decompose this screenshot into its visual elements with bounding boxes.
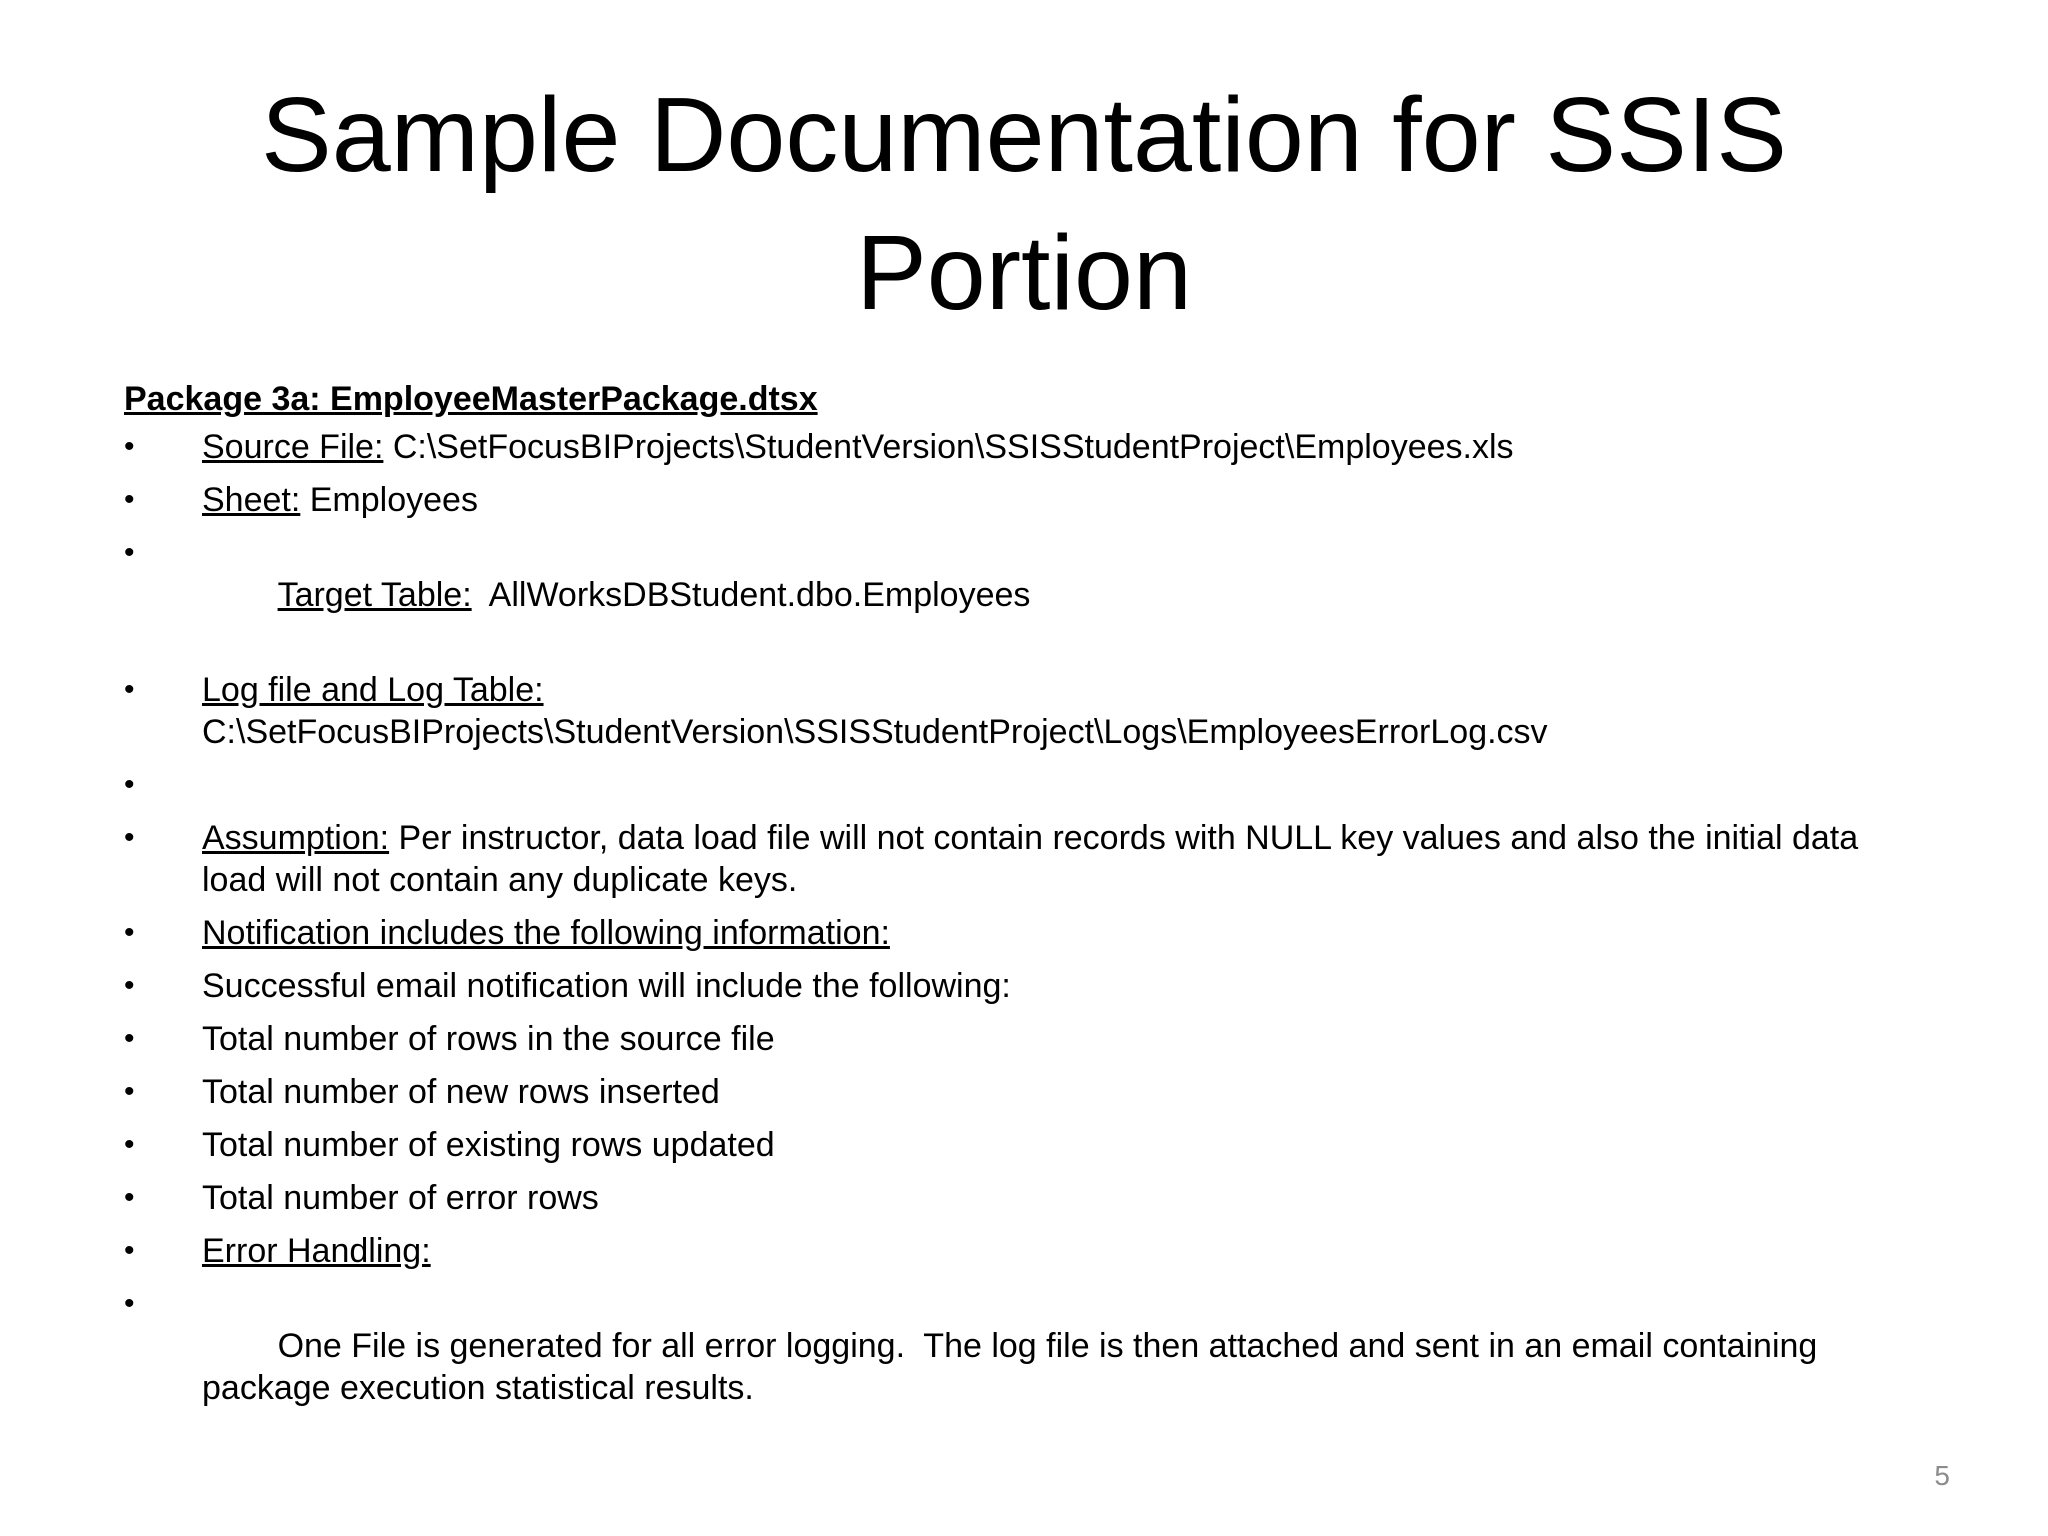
bullet-text: Total number of error rows bbox=[202, 1179, 599, 1217]
bullet-list bbox=[124, 426, 1924, 1451]
bullet-text: Total number of existing rows updated bbox=[202, 1126, 775, 1164]
slide-title-line-2: Portion bbox=[856, 214, 1192, 332]
bullet-text: Successful email notification will include the following: bbox=[202, 967, 1011, 1005]
bullet-item-sheet bbox=[124, 479, 1924, 521]
bullet-item-log-file bbox=[124, 669, 1924, 753]
bullet-label: Sheet: bbox=[202, 481, 301, 519]
bullet-icon: • bbox=[124, 1234, 135, 1267]
bullet-icon: • bbox=[124, 969, 135, 1002]
bullet-icon: • bbox=[124, 916, 135, 949]
bullet-item-source-file bbox=[124, 426, 1924, 468]
bullet-icon: • bbox=[124, 768, 135, 801]
bullet-label: Assumption: bbox=[202, 819, 390, 857]
bullet-item-assumption bbox=[124, 817, 1924, 901]
bullet-text: Total number of rows in the source file bbox=[202, 1020, 775, 1058]
slide-body bbox=[124, 374, 1924, 1451]
bullet-label: Notification includes the following information: bbox=[202, 914, 890, 952]
bullet-item-total-rows bbox=[124, 1018, 1924, 1060]
bullet-item-success-email bbox=[124, 965, 1924, 1007]
package-heading: Package 3a: EmployeeMasterPackage.dtsx bbox=[124, 380, 818, 418]
bullet-text: One File is generated for all error logging. The log file is then attached and sent in an email containing package execution statistical results. bbox=[202, 1327, 1827, 1407]
bullet-text: C:\SetFocusBIProjects\StudentVersion\SSISStudentProject\Employees.xls bbox=[383, 428, 1514, 466]
bullet-text: Total number of new rows inserted bbox=[202, 1073, 720, 1111]
bullet-item-new-rows bbox=[124, 1071, 1924, 1113]
bullet-text: C:\SetFocusBIProjects\StudentVersion\SSISStudentProject\Logs\EmployeesErrorLog.csv bbox=[202, 713, 1548, 751]
bullet-item-one-file bbox=[124, 1283, 1924, 1451]
slide-title bbox=[0, 66, 2048, 342]
bullet-text: Per instructor, data load file will not contain records with NULL key values and also the initial data load will not contain any duplicate keys. bbox=[202, 819, 1859, 899]
bullet-icon: • bbox=[124, 483, 135, 516]
bullet-label: Error Handling: bbox=[202, 1232, 431, 1270]
bullet-icon: • bbox=[124, 1022, 135, 1055]
bullet-text: AllWorksDBStudent.dbo.Employees bbox=[471, 576, 1031, 614]
bullet-item-error-handling bbox=[124, 1230, 1924, 1272]
bullet-item-notification bbox=[124, 912, 1924, 954]
bullet-icon: • bbox=[124, 536, 135, 569]
page-number: 5 bbox=[1934, 1460, 1950, 1491]
bullet-item-updated-rows bbox=[124, 1124, 1924, 1166]
bullet-icon: • bbox=[124, 821, 135, 854]
bullet-icon: • bbox=[124, 1075, 135, 1108]
bullet-icon: • bbox=[124, 1181, 135, 1214]
bullet-icon: • bbox=[124, 1128, 135, 1161]
bullet-text: Employees bbox=[300, 481, 478, 519]
bullet-item-target-table bbox=[124, 532, 1924, 658]
slide-title-line-1: Sample Documentation for SSIS bbox=[261, 76, 1787, 194]
bullet-item-error-rows bbox=[124, 1177, 1924, 1219]
bullet-label: Source File: bbox=[202, 428, 384, 466]
bullet-label: Target Table: bbox=[277, 576, 472, 614]
bullet-item-empty bbox=[124, 764, 1924, 806]
bullet-icon: • bbox=[124, 673, 135, 706]
bullet-icon: • bbox=[124, 430, 135, 463]
bullet-label: Log file and Log Table: bbox=[202, 671, 544, 709]
bullet-icon: • bbox=[124, 1287, 135, 1320]
